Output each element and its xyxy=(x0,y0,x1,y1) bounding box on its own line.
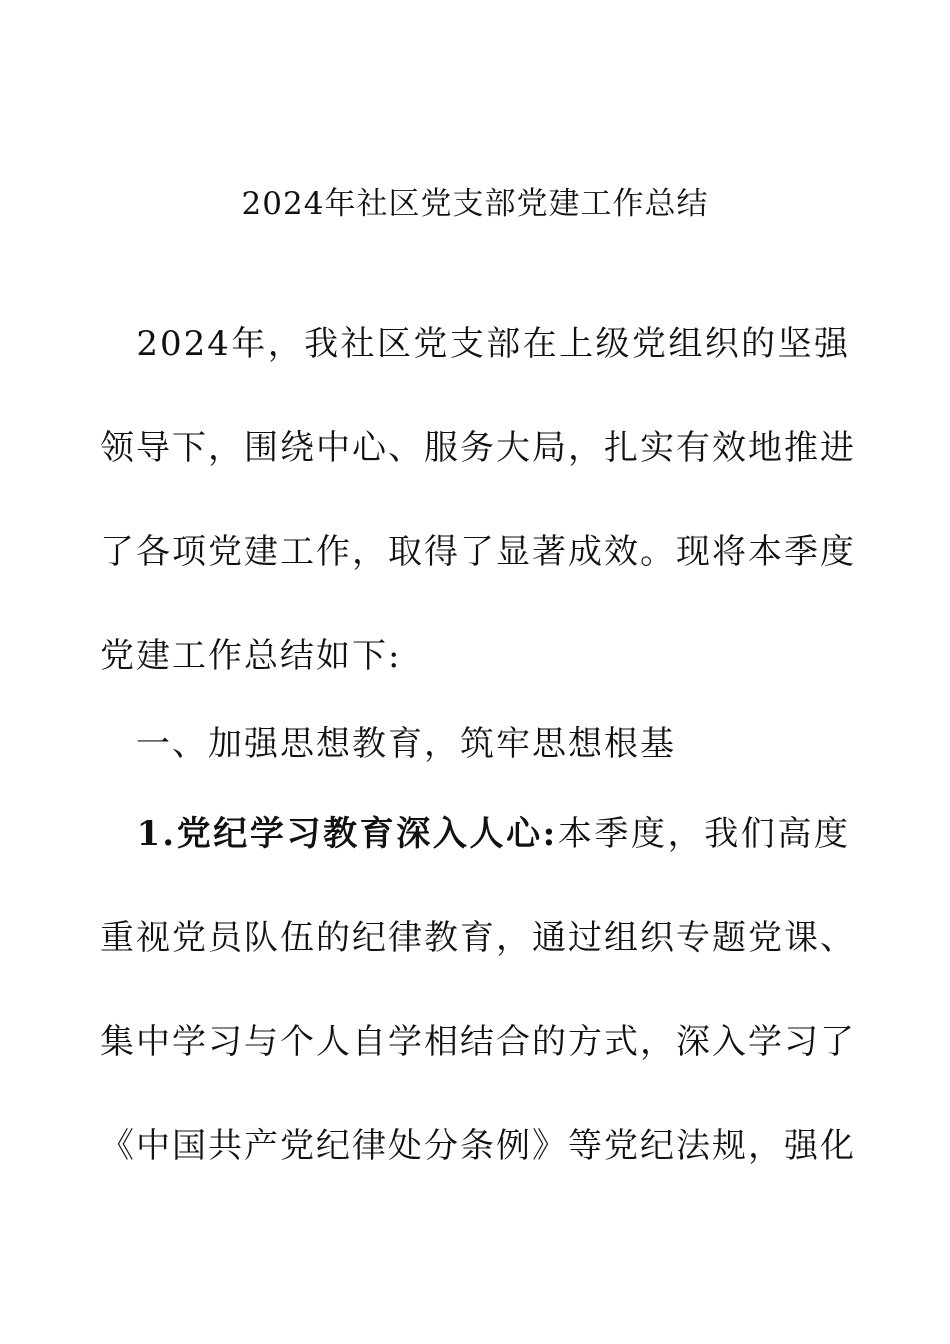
item-heading: 1.党纪学习教育深入人心: xyxy=(100,814,558,854)
paragraph-line: 党建工作总结如下: xyxy=(100,636,402,676)
document-title: 2024年社区党支部党建工作总结 xyxy=(241,186,709,222)
paragraph-line: 集中学习与个人自学相结合的方式，深入学习了 xyxy=(100,1022,856,1062)
item-text: 本季度，我们高度 xyxy=(557,814,850,854)
paragraph-line: 领导下，围绕中心、服务大局，扎实有效地推进 xyxy=(100,428,856,468)
section-heading: 一、加强思想教育，筑牢思想根基 xyxy=(100,724,676,764)
paragraph-line: 了各项党建工作，取得了显著成效。现将本季度 xyxy=(100,532,856,572)
item-line xyxy=(100,812,850,856)
paragraph-line: 《中国共产党纪律处分条例》等党纪法规，强化 xyxy=(100,1126,856,1166)
paragraph-line: 重视党员队伍的纪律教育，通过组织专题党课、 xyxy=(100,918,856,958)
paragraph-line: 2024年，我社区党支部在上级党组织的坚强 xyxy=(100,324,850,364)
